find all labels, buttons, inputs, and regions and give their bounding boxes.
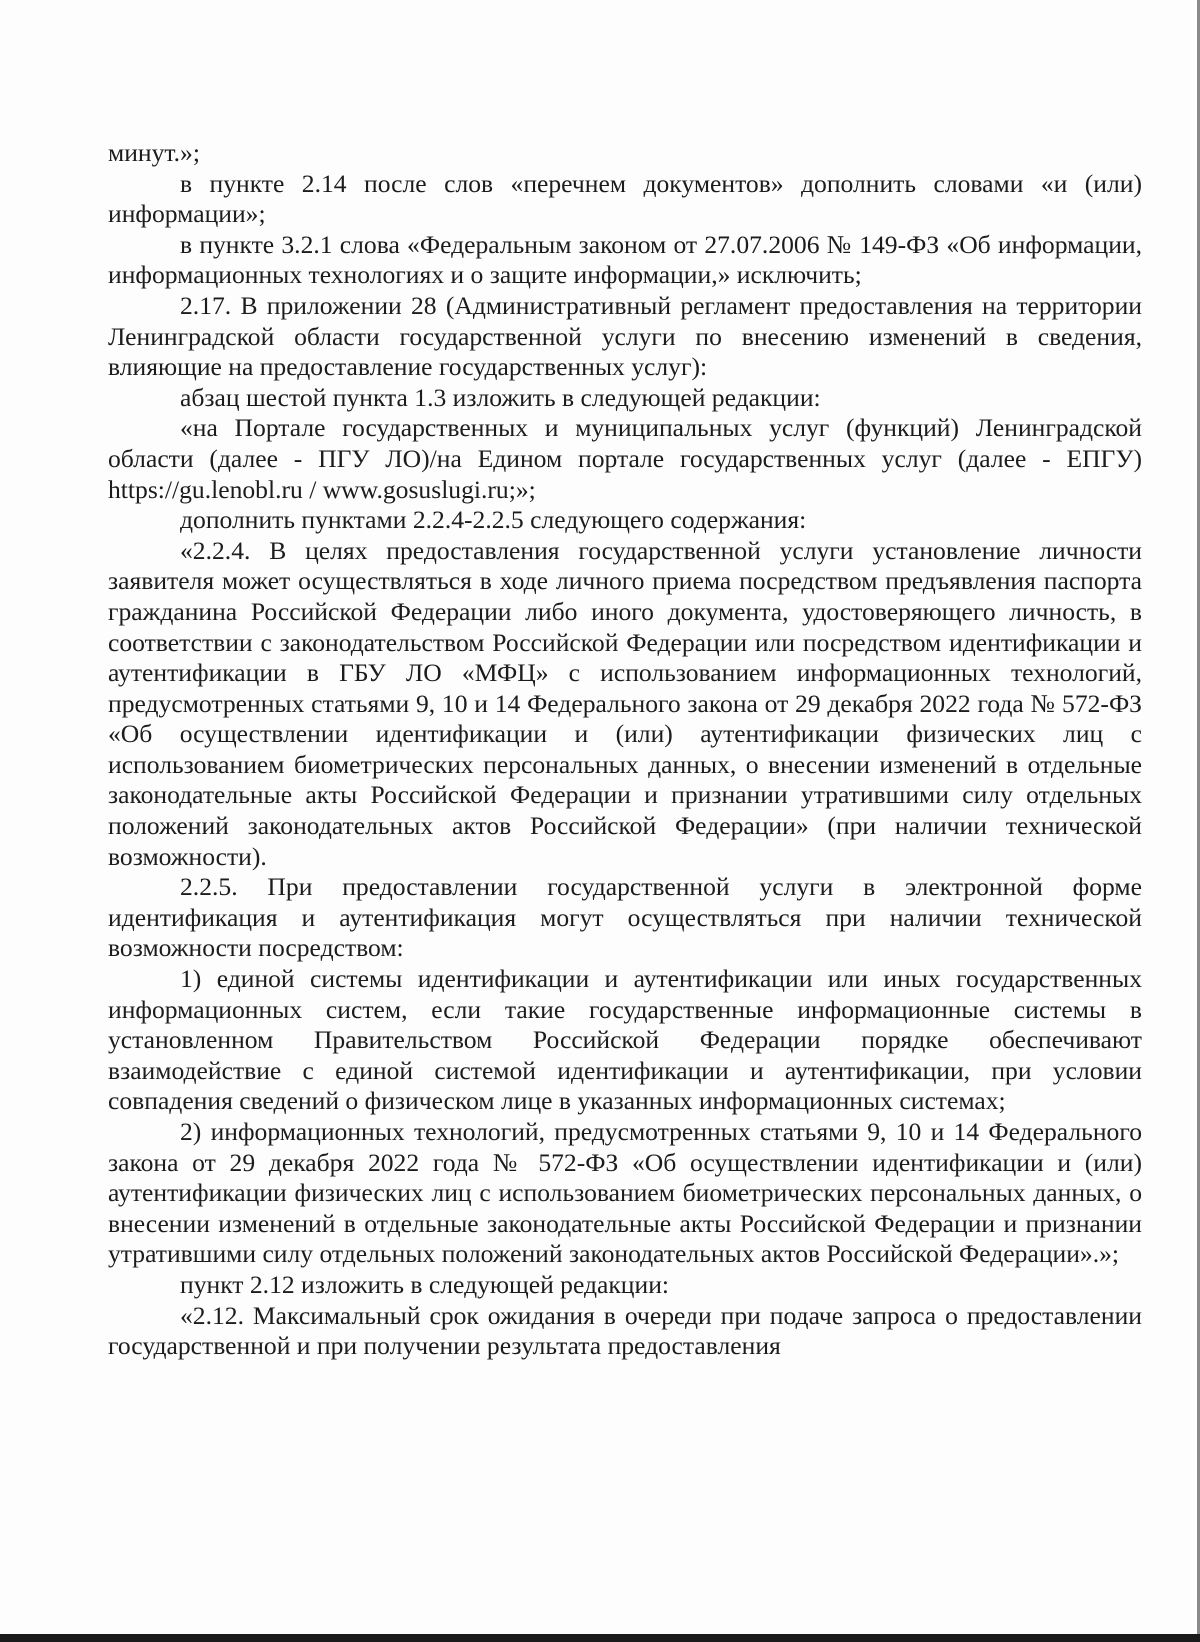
paragraph: пункт 2.12 изложить в следующей редакции: <box>180 1269 670 1299</box>
paragraph: минут.»; <box>108 138 200 167</box>
paragraph: «2.2.4. В целях предоставления государственной услуги установление личности заявителя может осуществляться в ходе личного приема посредством предъявления паспорта гражданина Российской Федерации либо иного документа, удостоверяющего личность, в соответствии с законодательством Российской Федерации или посредством идентификации и аутентификации в ГБУ ЛО «МФЦ» с использованием информационных технологий, предусмотренных статьями 9, 10 и 14 Федерального закона от 29 декабря 2022 года № 572-ФЗ «Об осуществлении идентификации и (или) аутентификации физических лиц с использованием биометрических персональных данных, о внесении изменений в отдельные законодательные акты Российской Федерации и признании утратившими силу отдельных положений законодательных актов Российской Федерации» (при наличии технической возможности). <box>108 535 1142 871</box>
paragraph: 2.2.5. При предоставлении государственной услуги в электронной форме идентификация и аутентификация могут осуществляться при наличии технической возможности посредством: <box>108 872 1142 963</box>
paragraph: в пункте 2.14 после слов «перечнем документов» дополнить словами «и (или) информации»; <box>108 168 1142 229</box>
paragraph: 2) информационных технологий, предусмотренных статьями 9, 10 и 14 Федерального закона от 29 декабря 2022 года № 572-ФЗ «Об осуществлении идентификации и (или) аутентификации физических лиц с использованием биометрических персональных данных, о внесении изменений в отдельные законодательные акты Российской Федерации и признании утратившими силу отдельных положений законодательных актов Российской Федерации».»; <box>108 1117 1142 1269</box>
paragraph: 1) единой системы идентификации и аутентификации или иных государственных информационных систем, если такие государственные информационные системы в установленном Правительством Российской Федерации порядке обеспечивают взаимодействие с единой системой идентификации и аутентификации, при условии совпадения сведений о физическом лице в указанных информационных системах; <box>108 964 1142 1116</box>
document-body <box>108 138 1142 1362</box>
scan-edge-bottom <box>0 1634 1200 1642</box>
paragraph: «2.12. Максимальный срок ожидания в очереди при подаче запроса о предоставлении государственной и при получении результата предоставления <box>108 1300 1142 1361</box>
paragraph: 2.17. В приложении 28 (Административный регламент предоставления на территории Ленинградской области государственной услуги по внесению изменений в сведения, влияющие на предоставление государственных услуг): <box>108 290 1142 382</box>
paragraph: дополнить пунктами 2.2.4-2.2.5 следующего содержания: <box>180 505 807 535</box>
paragraph: абзац шестой пункта 1.3 изложить в следующей редакции: <box>180 382 821 412</box>
paragraph: «на Портале государственных и муниципальных услуг (функций) Ленинградской области (далее - ПГУ ЛО)/на Едином портале государственных услуг (далее - ЕПГУ) https://gu.lenobl.ru / www.gosuslugi.ru;»; <box>108 413 1142 504</box>
paragraph: в пункте 3.2.1 слова «Федеральным законом от 27.07.2006 № 149-ФЗ «Об информации, информационных технологиях и о защите информации,» исключить; <box>108 229 1142 290</box>
